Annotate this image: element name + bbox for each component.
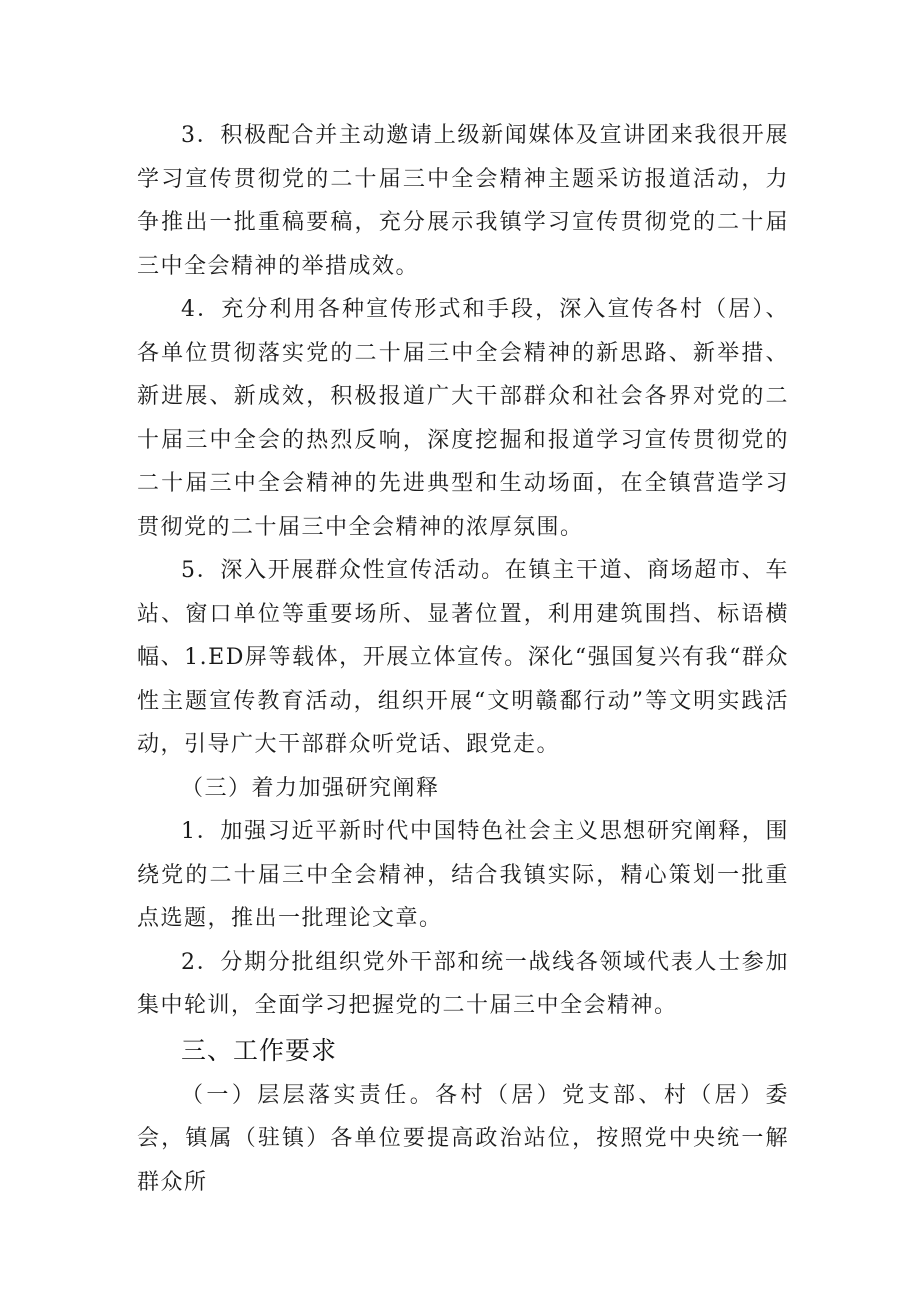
paragraph-responsibility: （一）层层落实责任。各村（居）党支部、村（居）委会，镇属（驻镇）各单位要提高政治站位，按照党中央统一解群众所 — [137, 1082, 789, 1195]
paragraph-item-3: 3．积极配合并主动邀请上级新闻媒体及宣讲团来我很开展学习宣传贯彻党的二十届三中全会精神主题采访报道活动，力争推出一批重稿要稿，充分展示我镇学习宣传贯彻党的二十届三中全会精神的举措成效。 — [137, 123, 789, 279]
paragraph-research-2: 2．分期分批组织党外干部和统一战线各领域代表人士参加集中轮训，全面学习把握党的二十届三中全会精神。 — [137, 949, 789, 1018]
document-body — [137, 114, 789, 1204]
paragraph-research-1: 1．加强习近平新时代中国特色社会主义思想研究阐释，围绕党的二十届三中全会精神，结合我镇实际，精心策划一批重点选题，推出一批理论文章。 — [137, 819, 789, 931]
paragraph-item-4: 4．充分利用各种宣传形式和手段，深入宣传各村（居）、各单位贯彻落实党的二十届三中全会精神的新思路、新举措、新进展、新成效，积极报道广大干部群众和社会各界对党的二十届三中全会的热烈反响，深度挖掘和报道学习宣传贯彻党的二十届三中全会精神的先进典型和生动场面，在全镇营造学习贯彻党的二十届三中全会精神的浓厚氛围。 — [137, 297, 789, 540]
paragraph-item-5: 5．深入开展群众性宣传活动。在镇主干道、商场超市、车站、窗口单位等重要场所、显著位置，利用建筑围挡、标语横幅、1.ED屏等载体，开展立体宣传。深化“强国复兴有我“群众性主题宣传教育活动，组织开展“文明赣鄱行动”等文明实践活动，引导广大干部群众听党话、跟党走。 — [137, 558, 789, 757]
section-heading-work-requirements: 三、工作要求 — [181, 1035, 338, 1065]
subheading-research: （三）着力加强研究阐释 — [181, 775, 440, 801]
